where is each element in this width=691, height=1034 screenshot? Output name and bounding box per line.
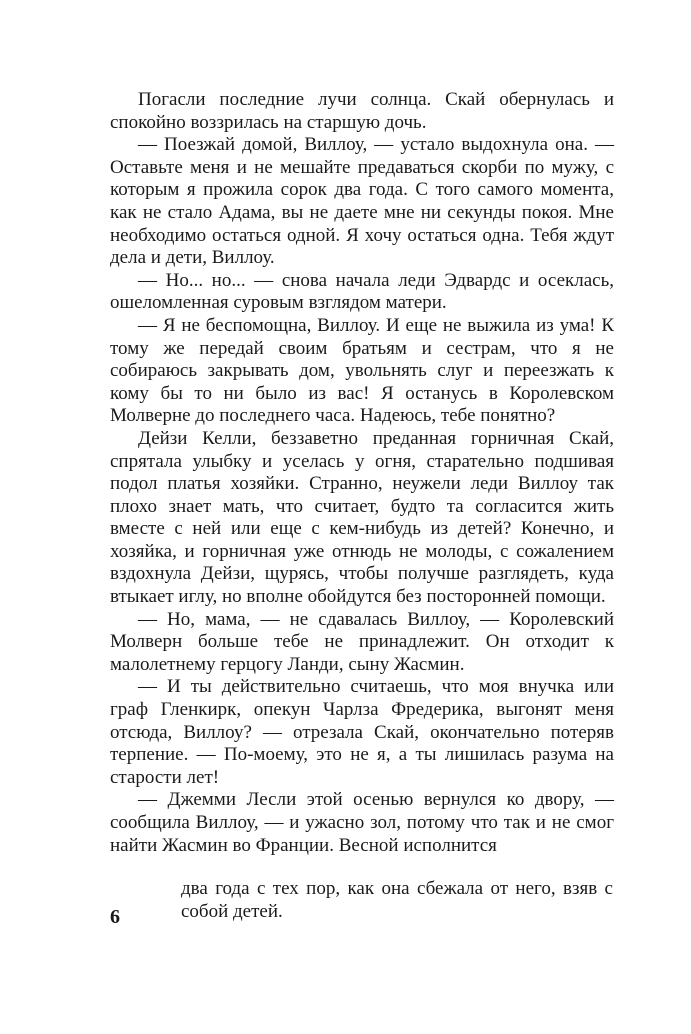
paragraph-2: — Поезжай домой, Виллоу, — устало выдохнула она. — Оставьте меня и не мешайте предаваться скорби по мужу, с которым я прожила сорок два года. С того самого момента, как не стало Адама, вы не даете мне ни секунды покоя. Мне необходимо остаться одной. Я хочу остаться одна. Тебя ждут дела и дети, Виллоу. [110,134,614,269]
paragraph-7: — И ты действительно считаешь, что моя внучка или граф Гленкирк, опекун Чарлза Фредерика, выгонят меня отсюда, Виллоу? — отрезала Скай, окончательно потеряв терпение. — По-моему, это не я, а ты лишилась разума на старости лет! [110,676,614,788]
page-body [110,89,614,857]
paragraph-4: — Я не беспомощна, Виллоу. И еще не выжила из ума! К тому же передай своим братьям и сестрам, что я не собираюсь закрывать дом, увольнять слуг и переезжать к кому бы то ни было из вас! Я останусь в Королевском Молверне до последнего часа. Надеюсь, тебе понятно? [110,314,614,427]
page-number: 6 [110,906,120,928]
paragraph-1: Погасли последние лучи солнца. Скай обернулась и спокойно воззрилась на старшую дочь. [110,89,614,133]
paragraph-3: — Но... но... — снова начала леди Эдвардс и осеклась, ошеломленная суровым взглядом матери. [110,269,614,314]
paragraph-5: Дейзи Келли, беззаветно преданная горничная Скай, спрятала улыбку и уселась у огня, старательно подшивая подол платья хозяйки. Странно, неужели леди Виллоу так плохо знает мать, что считает, будто та согласится жить вместе с ней или еще с кем-нибудь из детей? Конечно, и хозяйка, и горничная уже отнюдь не молоды, с сожалением вздохнула Дейзи, щурясь, чтобы получше разглядеть, куда втыкает иглу, но вполне обойдутся без посторонней помощи. [110,427,614,608]
paragraph-6: — Но, мама, — не сдавалась Виллоу, — Королевский Молверн больше тебе не принадлежит. Он отходит к малолетнему герцогу Ланди, сыну Жасмин. [110,608,614,675]
paragraph-8: — Джемми Лесли этой осенью вернулся ко двору, — сообщила Виллоу, — и ужасно зол, потому что так и не смог найти Жасмин во Франции. Весной исполнится [110,789,614,856]
paragraph-continuation: два года с тех пор, как она сбежала от него, взяв с собой детей. [181,878,613,922]
